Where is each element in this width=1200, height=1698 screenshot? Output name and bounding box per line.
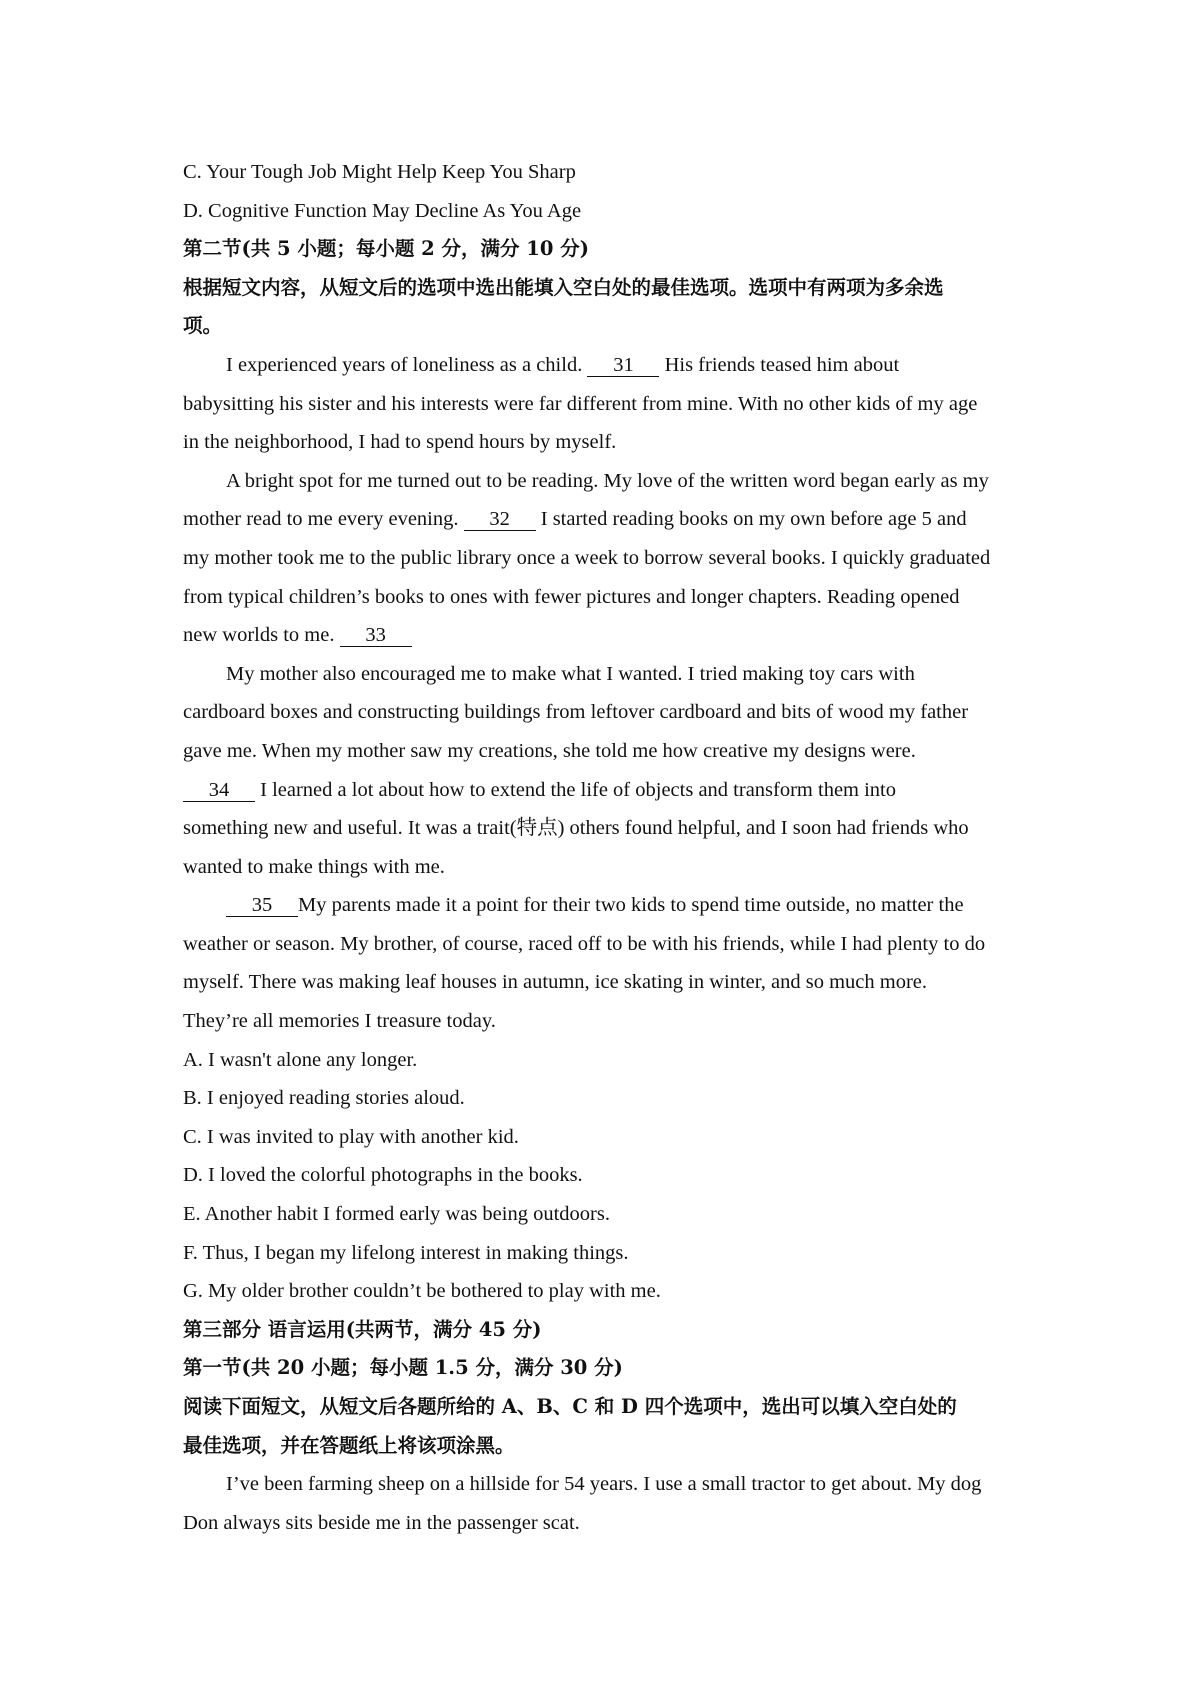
page-content (183, 153, 1023, 1542)
passage-line (183, 500, 1023, 539)
passage-line: Don always sits beside me in the passenger scat. (183, 1511, 580, 1534)
passage-line (183, 346, 1023, 385)
option-e: E. Another habit I formed early was being outdoors. (183, 1203, 610, 1226)
option-b: B. I enjoyed reading stories aloud. (183, 1087, 465, 1110)
option-c: C. I was invited to play with another kid. (183, 1125, 519, 1148)
passage-line: in the neighborhood, I had to spend hours by myself. (183, 431, 617, 454)
section2-instruction-line1: 根据短文内容，从短文后的选项中选出能填入空白处的最佳选项。选项中有两项为多余选 (183, 275, 944, 299)
part3-instruction-line2: 最佳选项，并在答题纸上将该项涂黑。 (183, 1433, 515, 1457)
part3-instruction-line1: 阅读下面短文，从短文后各题所给的 A、B、C 和 D 四个选项中，选出可以填入空白处的 (183, 1395, 957, 1418)
blank-31: 31 (587, 354, 659, 377)
passage-line: wanted to make things with me. (183, 855, 445, 878)
passage-text: His friends teased him about (664, 353, 900, 376)
passage-line (183, 771, 1023, 810)
section2-instruction-line2: 项。 (183, 314, 223, 338)
passage-line: My mother also encouraged me to make what I wanted. I tried making toy cars with (226, 662, 915, 685)
passage-line: They’re all memories I treasure today. (183, 1010, 496, 1033)
passage-text: mother read to me every evening. (183, 508, 459, 531)
option-c-title: C. Your Tough Job Might Help Keep You Sharp (183, 161, 576, 183)
option-f: F. Thus, I began my lifelong interest in making things. (183, 1241, 629, 1264)
passage-line: from typical children’s books to ones with fewer pictures and longer chapters. Reading opened (183, 585, 960, 608)
passage-line: something new and useful. It was a trait(特点) others found helpful, and I soon had friends who (183, 817, 969, 840)
passage-line: myself. There was making leaf houses in autumn, ice skating in winter, and so much more. (183, 971, 928, 994)
option-d-title: D. Cognitive Function May Decline As You Age (183, 199, 582, 222)
part3-heading: 第三部分 语言运用(共两节，满分 45 分) (183, 1317, 542, 1341)
passage-line: cardboard boxes and constructing buildings from leftover cardboard and bits of wood my father (183, 701, 969, 724)
option-a: A. I wasn't alone any longer. (183, 1048, 418, 1071)
blank-32: 32 (464, 508, 536, 531)
passage-text: I started reading books on my own before age 5 and (540, 508, 967, 531)
section2-heading: 第二节(共 5 小题；每小题 2 分，满分 10 分) (183, 237, 589, 261)
passage-line: weather or season. My brother, of course, raced off to be with his friends, while I had plenty to do (183, 932, 986, 955)
passage-text: new worlds to me. (183, 624, 335, 647)
passage-line (183, 616, 1023, 655)
blank-33: 33 (340, 624, 412, 647)
blank-35: 35 (226, 894, 298, 917)
option-g: G. My older brother couldn’t be bothered to play with me. (183, 1280, 661, 1303)
passage-line: A bright spot for me turned out to be reading. My love of the written word began early as my (226, 469, 989, 492)
passage-line: babysitting his sister and his interests were far different from mine. With no other kids of my age (183, 392, 978, 415)
option-d: D. I loved the colorful photographs in the books. (183, 1164, 583, 1187)
passage-text: My parents made it a point for their two kids to spend time outside, no matter the (298, 894, 964, 917)
passage-line: my mother took me to the public library once a week to borrow several books. I quickly graduated (183, 546, 991, 569)
passage-text: I experienced years of loneliness as a child. (226, 353, 583, 376)
passage-text: I learned a lot about how to extend the life of objects and transform them into (260, 778, 897, 801)
passage-line: I’ve been farming sheep on a hillside for 54 years. I use a small tractor to get about. My dog (226, 1473, 982, 1496)
blank-34: 34 (183, 779, 255, 802)
passage-line: gave me. When my mother saw my creations, she told me how creative my designs were. (183, 739, 916, 762)
passage-line (183, 886, 1023, 925)
part3-section1-heading: 第一节(共 20 小题；每小题 1.5 分，满分 30 分) (183, 1356, 623, 1380)
